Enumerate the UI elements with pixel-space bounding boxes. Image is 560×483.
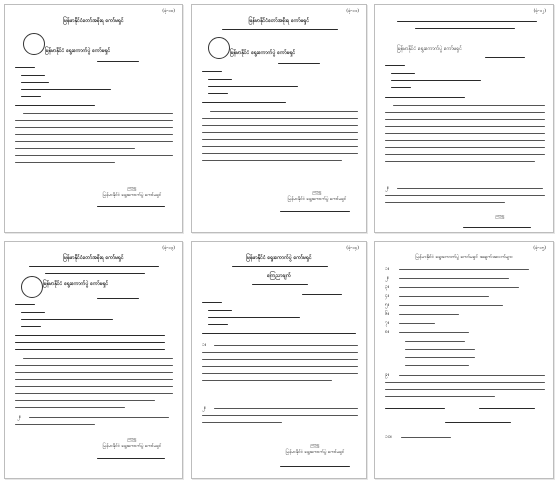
text-line	[399, 323, 435, 324]
list-number: ၈။	[385, 329, 390, 335]
text-line	[15, 365, 173, 366]
text-line	[21, 96, 41, 97]
text-line	[29, 417, 169, 418]
text-line	[385, 147, 545, 148]
text-line	[214, 345, 358, 346]
text-line	[385, 97, 465, 98]
text-line	[214, 408, 358, 409]
page-subtitle: မြန်မာနိုင်ငံ ရွေးကောက်ပွဲ ကော်မရှင်	[230, 50, 296, 56]
document-page-3	[374, 4, 554, 233]
text-line	[15, 105, 95, 106]
signature-block	[87, 436, 177, 450]
seal-emblem	[21, 276, 43, 298]
page-title: မြန်မာနိုင်ငံတော်အစိုးရ ကော်မရှင်	[63, 255, 124, 261]
text-line	[397, 21, 537, 22]
page-number: (ဖုံ-၁၁)	[346, 9, 359, 14]
text-line	[21, 89, 111, 90]
list-number: ၆။	[385, 311, 390, 317]
text-line	[397, 188, 543, 189]
text-line	[202, 160, 342, 161]
text-line	[15, 335, 165, 336]
text-line	[208, 79, 232, 80]
text-line	[385, 195, 545, 196]
text-line	[202, 153, 358, 154]
text-line	[202, 366, 358, 367]
text-line	[393, 105, 545, 106]
text-line	[202, 139, 358, 140]
text-line	[385, 154, 545, 155]
text-line	[202, 333, 356, 334]
text-line	[415, 28, 515, 29]
text-line	[385, 119, 545, 120]
text-line	[202, 146, 358, 147]
text-line	[399, 278, 509, 279]
page-title: မြန်မာနိုင်ငံ ရွေးကောက်ပွဲ ကော်မရှင် အချက်အလက်များ	[415, 255, 513, 260]
text-line	[399, 269, 529, 270]
text-line	[15, 349, 165, 350]
text-line	[15, 379, 173, 380]
text-line	[15, 127, 173, 128]
text-line	[15, 407, 125, 408]
list-number: ၅။	[385, 302, 390, 308]
list-number: ၁။	[385, 266, 390, 272]
text-line	[15, 386, 173, 387]
text-line	[21, 326, 41, 327]
page-subtitle: မြန်မာနိုင်ငံ ရွေးကောက်ပွဲ ကော်မရှင်	[397, 46, 463, 52]
text-line	[405, 341, 465, 342]
signature-block	[455, 213, 545, 220]
text-line	[21, 82, 49, 83]
text-line	[399, 287, 519, 288]
page-title: မြန်မာနိုင်ငံတော်အစိုးရ ကော်မရှင်	[248, 18, 310, 24]
text-line	[399, 314, 459, 315]
signature-org: မြန်မာနိုင်ငံ ရွေးကောက်ပွဲ ကော်မရှင်	[102, 193, 162, 198]
text-line	[23, 113, 173, 114]
signature-mark: ဥက္ကဋ္ဌ	[495, 214, 505, 219]
seal-emblem	[208, 37, 230, 59]
text-line	[21, 75, 45, 76]
text-line	[21, 312, 45, 313]
text-line	[23, 358, 173, 359]
signature-mark: ဥက္ကဋ္ဌ	[127, 437, 137, 442]
text-line	[15, 304, 35, 305]
text-line	[385, 382, 545, 383]
text-line	[399, 332, 469, 333]
text-line	[252, 284, 308, 285]
text-line	[385, 126, 545, 127]
text-line	[97, 206, 165, 207]
text-line	[202, 118, 358, 119]
text-line	[15, 134, 173, 135]
list-number: ၂။	[17, 414, 21, 420]
text-line	[278, 63, 320, 64]
page-number: (ဖုံ-၁၄)	[346, 246, 359, 251]
text-line	[391, 73, 415, 74]
text-line	[385, 202, 505, 203]
signature-org: မြန်မာနိုင်ငံ ရွေးကောက်ပွဲ ကော်မရှင်	[287, 197, 347, 202]
signature-mark: ဥက္ကဋ္ဌ	[312, 190, 322, 195]
text-line	[15, 372, 173, 373]
text-line	[15, 342, 165, 343]
text-line	[45, 273, 145, 274]
text-line	[391, 80, 481, 81]
text-line	[391, 87, 411, 88]
text-line	[385, 408, 445, 409]
text-line	[232, 266, 328, 267]
text-line	[208, 93, 228, 94]
text-line	[202, 422, 282, 423]
text-line	[463, 227, 531, 228]
text-line	[202, 102, 286, 103]
list-number: ၂။	[385, 185, 389, 191]
text-line	[280, 466, 350, 467]
text-line	[479, 408, 535, 409]
text-line	[15, 155, 173, 156]
text-line	[202, 359, 358, 360]
document-page-4	[4, 241, 183, 479]
text-line	[15, 424, 95, 425]
text-line	[202, 302, 222, 303]
text-line	[15, 393, 173, 394]
text-line	[208, 86, 298, 87]
signature-block	[272, 189, 362, 203]
text-line	[401, 437, 451, 438]
text-line	[202, 352, 358, 353]
list-number: ၇။	[385, 320, 390, 326]
page-subtitle: မြန်မာနိုင်ငံ ရွေးကောက်ပွဲ ကော်မရှင်	[43, 281, 109, 287]
document-page-1	[4, 4, 183, 233]
list-number: ၁၀။	[385, 434, 393, 440]
text-line	[202, 415, 358, 416]
document-page-6	[374, 241, 554, 479]
text-line	[405, 365, 469, 366]
page-title: မြန်မာနိုင်ငံတော်အစိုးရ ကော်မရှင်	[63, 18, 124, 24]
text-line	[15, 148, 135, 149]
text-line	[15, 67, 35, 68]
text-line	[385, 65, 405, 66]
text-line	[15, 120, 173, 121]
text-line	[385, 112, 545, 113]
signature-org: မြန်မာနိုင်ငံ ရွေးကောက်ပွဲ ကော်မရှင်	[285, 450, 345, 455]
text-line	[15, 400, 155, 401]
seal-emblem	[23, 33, 45, 55]
text-line	[385, 133, 545, 134]
list-number: ၉။	[385, 372, 390, 378]
signature-org: မြန်မာနိုင်ငံ ရွေးကောက်ပွဲ ကော်မရှင်	[102, 444, 162, 449]
page-title: မြန်မာနိုင်ငံ ရွေးကောက်ပွဲ ကော်မရှင်	[246, 255, 312, 261]
document-page-5	[191, 241, 367, 479]
text-line	[445, 422, 511, 423]
page-subtitle: မြန်မာနိုင်ငံ ရွေးကောက်ပွဲ ကော်မရှင်	[45, 48, 111, 54]
text-line	[485, 57, 525, 58]
text-line	[280, 211, 350, 212]
text-line	[405, 349, 475, 350]
text-line	[202, 71, 222, 72]
signature-mark: ဥက္ကဋ္ဌ	[310, 443, 320, 448]
text-line	[399, 305, 503, 306]
page-subtitle: ကြေညာချက်	[267, 273, 291, 279]
text-line	[385, 396, 495, 397]
text-line	[15, 162, 115, 163]
text-line	[202, 373, 358, 374]
text-line	[97, 458, 165, 459]
text-line	[15, 141, 173, 142]
text-line	[302, 294, 342, 295]
text-line	[29, 266, 159, 267]
text-line	[222, 29, 338, 30]
page-number: (ဖုံ-၁၅)	[533, 246, 546, 251]
text-line	[208, 324, 228, 325]
text-line	[21, 319, 113, 320]
text-line	[385, 161, 535, 162]
list-number: ၁။	[202, 342, 207, 348]
text-line	[202, 380, 332, 381]
text-line	[385, 140, 545, 141]
list-number: ၂။	[202, 405, 206, 411]
list-number: ၄။	[385, 293, 390, 299]
text-line	[97, 61, 139, 62]
signature-block	[87, 185, 177, 199]
text-line	[210, 111, 358, 112]
list-number: ၂။	[385, 275, 389, 281]
text-line	[399, 296, 489, 297]
signature-block	[270, 442, 360, 456]
text-line	[399, 375, 545, 376]
page-number: (ဖုံ-၁၃)	[162, 246, 175, 251]
text-line	[202, 132, 358, 133]
list-number: ၃။	[385, 284, 390, 290]
text-line	[208, 317, 300, 318]
document-page-2	[191, 4, 367, 233]
text-line	[202, 125, 358, 126]
text-line	[405, 357, 475, 358]
text-line	[97, 298, 139, 299]
signature-mark: ဥက္ကဋ္ဌ	[127, 186, 137, 191]
page-number: (ဖုံ-၁၂)	[533, 9, 546, 14]
text-line	[385, 389, 545, 390]
text-line	[208, 310, 232, 311]
page-number: (ဖုံ-၁၀)	[162, 9, 175, 14]
